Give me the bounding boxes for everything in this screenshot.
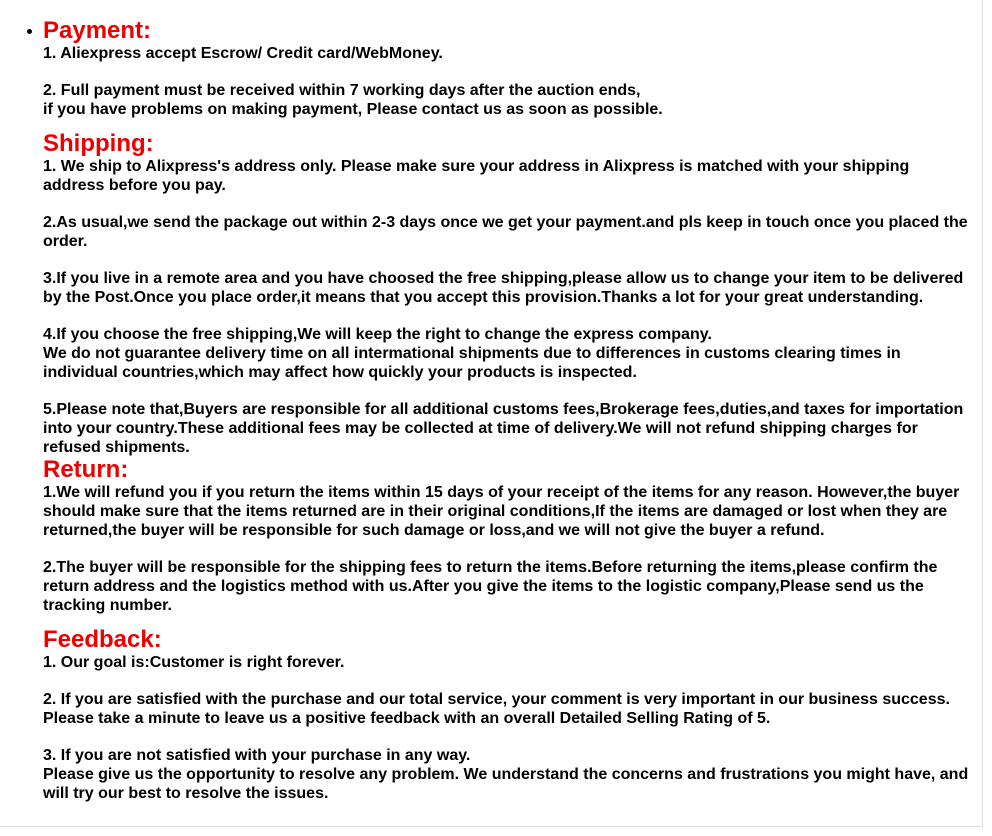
paragraph-line: order.	[43, 233, 88, 250]
paragraph-line: 2.The buyer will be responsible for the shipping fees to return the items.Before returning the items,please confirm the	[43, 559, 938, 576]
section-heading: Feedback:	[43, 626, 162, 653]
paragraph-line: 4.If you choose the free shipping,We will keep the right to change the express company.	[43, 326, 712, 343]
section-return	[43, 457, 973, 615]
paragraph-line: 1. We ship to Alixpress's address only. Please make sure your address in Alixpress is matched with your shipping	[43, 158, 910, 175]
paragraph-line: 2.As usual,we send the package out within 2-3 days once we get your payment.and pls keep in touch once you placed the	[43, 214, 968, 231]
list-bullet	[27, 29, 32, 34]
paragraph-line: refused shipments.	[43, 439, 190, 456]
paragraph-line: 1.We will refund you if you return the items within 15 days of your receipt of the items for any reason. However,the buyer	[43, 484, 960, 501]
paragraph-line: 2. Full payment must be received within 7 working days after the auction ends,	[43, 82, 641, 99]
paragraph-line: tracking number.	[43, 597, 172, 614]
paragraph-line: should make sure that the items returned are in their original conditions,If the items are damaged or lost when they are	[43, 503, 948, 520]
paragraph-line: returned,the buyer will be responsible for such damage or loss,and we will not give the buyer a refund.	[43, 522, 825, 539]
paragraph-line: return address and the logistics method with us.After you give the items to the logistic company,Please send us the	[43, 578, 924, 595]
paragraph-line: 1. Our goal is:Customer is right forever.	[43, 654, 345, 671]
paragraph-line: We do not guarantee delivery time on all intermational shipments due to differences in customs clearing times in	[43, 345, 901, 362]
section-heading: Payment:	[43, 17, 152, 44]
paragraph-line: 3. If you are not satisfied with your purchase in any way.	[43, 747, 471, 764]
paragraph-line: will try our best to resolve the issues.	[43, 785, 329, 802]
paragraph-line: if you have problems on making payment, Please contact us as soon as possible.	[43, 101, 663, 118]
paragraph-line: 2. If you are satisfied with the purchase and our total service, your comment is very important in our business success.	[43, 691, 950, 708]
section-heading: Shipping:	[43, 130, 154, 157]
paragraph-line: Please take a minute to leave us a positive feedback with an overall Detailed Selling Rating of 5.	[43, 710, 771, 727]
paragraph-line: 1. Aliexpress accept Escrow/ Credit card/WebMoney.	[43, 45, 443, 62]
section-heading: Return:	[43, 456, 129, 483]
paragraph-line: by the Post.Once you place order,it means that you accept this provision.Thanks a lot for your great understanding.	[43, 289, 924, 306]
section-shipping	[43, 131, 973, 457]
section-payment	[43, 18, 973, 119]
policy-content	[43, 18, 973, 803]
paragraph-line: 5.Please note that,Buyers are responsible for all additional customs fees,Brokerage fees,duties,and taxes for importation	[43, 401, 964, 418]
paragraph-line: 3.If you live in a remote area and you have choosed the free shipping,please allow us to change your item to be delivered	[43, 270, 964, 287]
paragraph-line: into your country.These additional fees may be collected at time of delivery.We will not refund shipping charges for	[43, 420, 918, 437]
paragraph-line: individual countries,which may affect how quickly your products is inspected.	[43, 364, 637, 381]
paragraph-line: Please give us the opportunity to resolve any problem. We understand the concerns and frustrations you might have, and	[43, 766, 969, 783]
paragraph-line: address before you pay.	[43, 177, 226, 194]
section-feedback	[43, 627, 973, 803]
